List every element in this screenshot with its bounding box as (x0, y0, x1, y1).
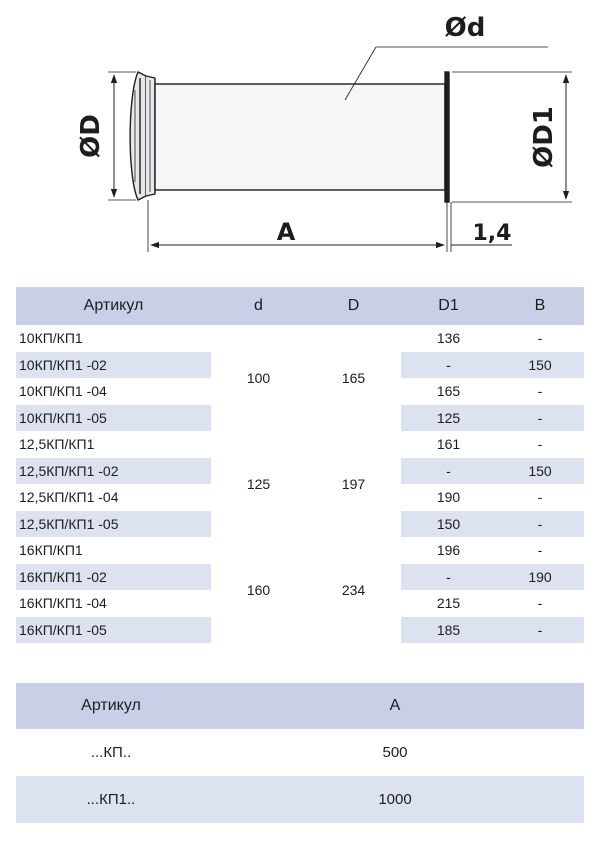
D1-cell: 136 (401, 325, 496, 352)
article-cell: 12,5КП/КП1 (16, 431, 211, 458)
D1-cell: 165 (401, 378, 496, 405)
table-row (16, 776, 584, 823)
D1-cell: 150 (401, 511, 496, 538)
B-cell: - (496, 537, 584, 564)
col-header-d: d (211, 287, 306, 325)
D1-cell: 215 (401, 590, 496, 617)
label-d: Ød (444, 13, 486, 43)
label-D: ØD (76, 114, 106, 158)
article-cell: ...КП.. (90, 744, 132, 761)
B-cell: - (496, 378, 584, 405)
length-header-row (16, 683, 584, 729)
label-A: A (276, 218, 296, 246)
d-cell: 125 (211, 431, 306, 537)
D1-cell: 196 (401, 537, 496, 564)
table-row (16, 431, 584, 458)
B-cell: - (496, 405, 584, 432)
article-cell: 10КП/КП1 -02 (16, 352, 211, 379)
B-cell: - (496, 617, 584, 644)
table-row (16, 325, 584, 352)
specs-header-row (16, 287, 584, 325)
technical-drawing (0, 0, 600, 270)
article-cell: 16КП/КП1 -02 (16, 564, 211, 591)
B-cell: - (496, 484, 584, 511)
D-cell: 165 (306, 325, 401, 431)
col-header-B: B (496, 287, 584, 325)
B-cell: - (496, 590, 584, 617)
length-table (16, 683, 584, 823)
article-cell: 16КП/КП1 -05 (16, 617, 211, 644)
B-cell: 150 (496, 352, 584, 379)
D-cell: 234 (306, 537, 401, 643)
d-cell: 160 (211, 537, 306, 643)
D1-cell: 161 (401, 431, 496, 458)
length-cell: 1000 (206, 776, 584, 823)
B-cell: - (496, 431, 584, 458)
col-header-D: D (306, 287, 401, 325)
article-cell: 16КП/КП1 (16, 537, 211, 564)
D1-cell: - (401, 564, 496, 591)
B-cell: 190 (496, 564, 584, 591)
grille-cap (130, 72, 146, 200)
B-cell: - (496, 511, 584, 538)
D1-cell: 185 (401, 617, 496, 644)
article-cell: ...КП1.. (16, 776, 206, 823)
D1-cell: - (401, 352, 496, 379)
B-cell: - (496, 325, 584, 352)
article-cell: 12,5КП/КП1 -02 (16, 458, 211, 485)
D1-cell: 125 (401, 405, 496, 432)
col-header-article: Артикул (16, 287, 211, 325)
article-cell: 10КП/КП1 -04 (16, 378, 211, 405)
col-header-A: A (206, 683, 584, 729)
article-cell: 16КП/КП1 -04 (16, 590, 211, 617)
article-cell: 12,5КП/КП1 -05 (16, 511, 211, 538)
table-row (16, 537, 584, 564)
length-cell: 500 (382, 744, 408, 761)
d-cell: 100 (211, 325, 306, 431)
label-D1: ØD1 (529, 106, 559, 168)
article-cell: 10КП/КП1 (16, 325, 211, 352)
B-cell: 150 (496, 458, 584, 485)
pipe-body (155, 84, 445, 190)
col-header-D1: D1 (401, 287, 496, 325)
D1-cell: 190 (401, 484, 496, 511)
D-cell: 197 (306, 431, 401, 537)
specs-table (16, 287, 584, 643)
article-cell: 10КП/КП1 -05 (16, 405, 211, 432)
label-flange: 1,4 (472, 221, 512, 246)
D1-cell: - (401, 458, 496, 485)
article-cell: 12,5КП/КП1 -04 (16, 484, 211, 511)
table-row (16, 729, 584, 776)
col-header-article: Артикул (16, 683, 206, 729)
end-flange (445, 72, 449, 202)
